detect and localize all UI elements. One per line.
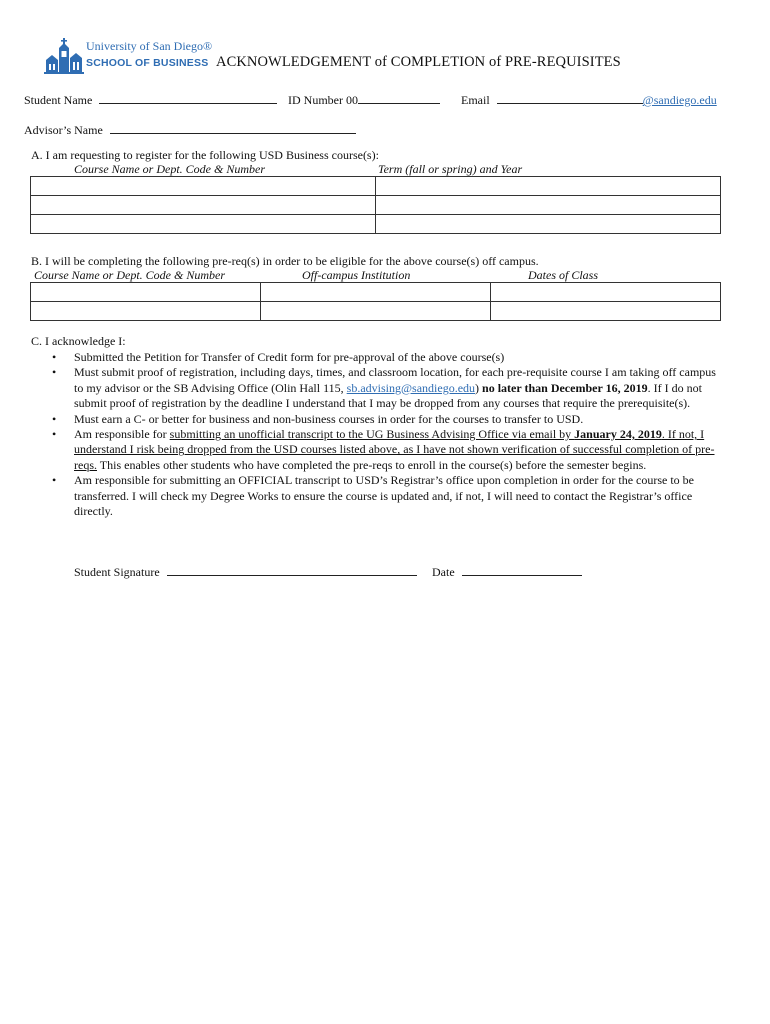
usd-chapel-logo-icon <box>44 36 84 76</box>
course-cell[interactable] <box>31 196 376 215</box>
term-cell[interactable] <box>376 177 721 196</box>
section-b-col1-header: Course Name or Dept. Code & Number <box>34 268 225 282</box>
section-a-table <box>30 176 721 234</box>
table-row <box>31 196 721 215</box>
dates-cell[interactable] <box>491 283 721 302</box>
list-item: • Submitted the Petition for Transfer of Credit form for pre-approval of the above course(s) <box>48 350 716 365</box>
list-item: • Must submit proof of registration, including days, times, and classroom location, for each pre-requisite course I am taking off campus to my advisor or the SB Advising Office (Olin Hall 115, sb.advising@sandiego.edu) no later than December 16, 2019. If I do not submit proof of registration by the deadline I understand that I may be dropped from any courses that require the prerequisite(s). <box>48 365 716 411</box>
list-item: • Must earn a C- or better for business and non-business courses in order for the courses to transfer to USD. <box>48 412 716 427</box>
id-number-label: ID Number 00 <box>288 93 358 107</box>
dates-cell[interactable] <box>491 302 721 321</box>
section-a-col1-header: Course Name or Dept. Code & Number <box>74 162 265 176</box>
signature-label: Student Signature <box>74 565 160 579</box>
advisor-label: Advisor’s Name <box>24 123 103 137</box>
email-label: Email <box>461 93 490 107</box>
table-row <box>31 302 721 321</box>
id-number-row <box>288 91 440 108</box>
list-item: • Am responsible for submitting an OFFICIAL transcript to USD’s Registrar’s office upon completion in order for the course to be transferred. I will check my Degree Works to ensure the course is updated and, if not, I will need to contact the Registrar’s office directly. <box>48 473 716 519</box>
advisor-name-field[interactable] <box>110 121 356 134</box>
date-field[interactable] <box>462 563 582 576</box>
student-name-row <box>24 91 277 108</box>
page-title: ACKNOWLEDGEMENT of COMPLETION of PRE-REQUISITES <box>216 54 621 70</box>
institution-cell[interactable] <box>261 302 491 321</box>
acknowledgement-list <box>48 350 716 519</box>
university-name: University of San Diego® <box>86 39 213 53</box>
advisor-row <box>24 121 356 138</box>
table-row <box>31 283 721 302</box>
date-row <box>432 563 582 580</box>
table-row <box>31 215 721 234</box>
email-field[interactable] <box>497 91 643 104</box>
section-b-col2-header: Off-campus Institution <box>302 268 411 282</box>
section-a-col2-header: Term (fall or spring) and Year <box>378 162 523 176</box>
date-label: Date <box>432 565 455 579</box>
school-name: SCHOOL OF BUSINESS <box>86 57 209 69</box>
table-row <box>31 177 721 196</box>
email-domain: @sandiego.edu <box>642 93 717 107</box>
id-number-field[interactable] <box>358 91 440 104</box>
section-b-table <box>30 282 721 321</box>
section-b-heading: B. I will be completing the following pre-req(s) in order to be eligible for the above course(s) off campus. <box>31 254 539 268</box>
section-c-heading: C. I acknowledge I: <box>31 334 126 348</box>
section-b-col3-header: Dates of Class <box>528 268 599 282</box>
prereq-course-cell[interactable] <box>31 302 261 321</box>
student-name-field[interactable] <box>99 91 277 104</box>
list-item: • Am responsible for submitting an unofficial transcript to the UG Business Advising Office via email by January 24, 2019. If not, I understand I risk being dropped from the USD courses listed above, as I have not shown verification of successful completion of pre-reqs. This enables other students who have completed the pre-reqs to enroll in the course(s) before the semester begins. <box>48 427 716 473</box>
signature-row <box>74 563 417 580</box>
section-a-heading: A. I am requesting to register for the following USD Business course(s): <box>31 148 379 162</box>
student-name-label: Student Name <box>24 93 93 107</box>
prereq-course-cell[interactable] <box>31 283 261 302</box>
institution-cell[interactable] <box>261 283 491 302</box>
course-cell[interactable] <box>31 177 376 196</box>
email-row <box>461 91 717 108</box>
usd-logo <box>44 36 213 80</box>
course-cell[interactable] <box>31 215 376 234</box>
signature-field[interactable] <box>167 563 417 576</box>
advising-email-link[interactable]: sb.advising@sandiego.edu <box>346 380 476 395</box>
term-cell[interactable] <box>376 196 721 215</box>
term-cell[interactable] <box>376 215 721 234</box>
